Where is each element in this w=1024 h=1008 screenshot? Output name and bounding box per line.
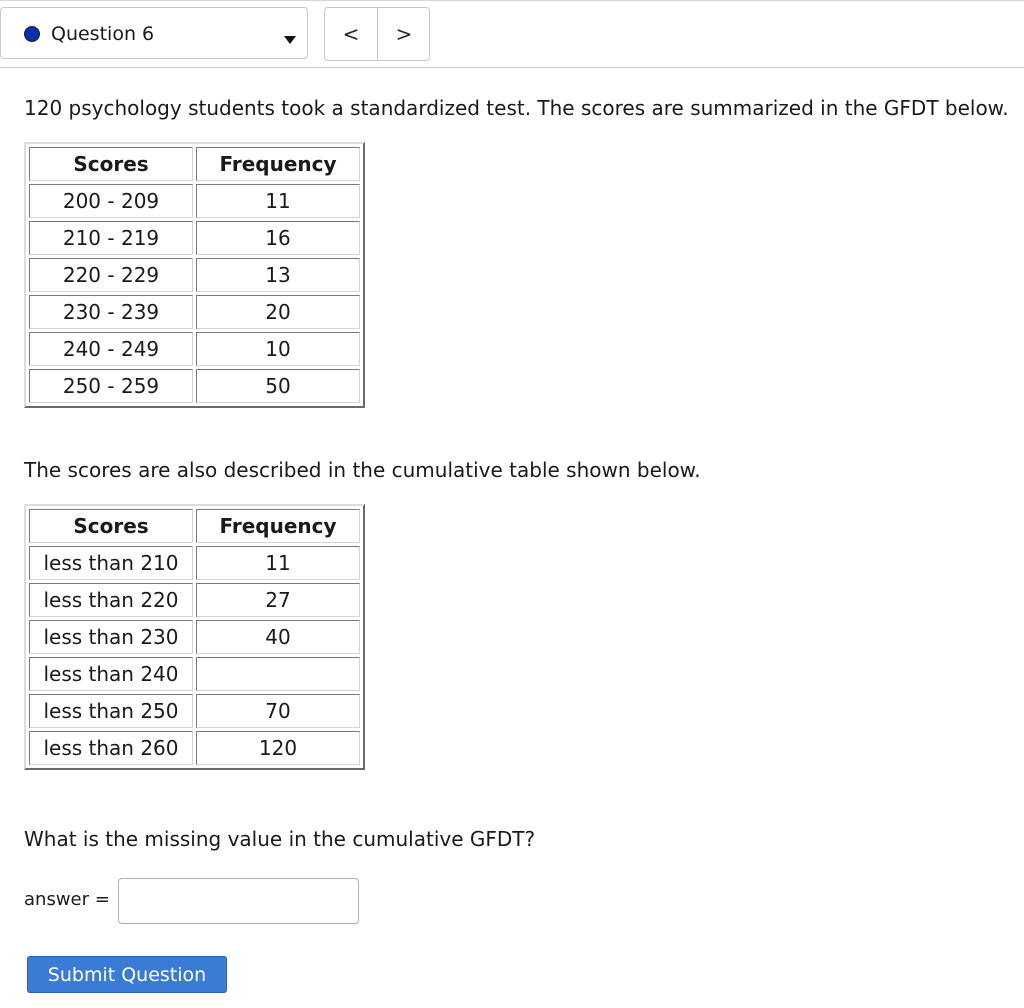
- table-row: [29, 620, 360, 654]
- missing-frequency-cell: [196, 657, 360, 691]
- column-header-scores: Scores: [29, 147, 193, 181]
- table-row: [29, 657, 360, 691]
- table-row: [29, 546, 360, 580]
- cumulative-frequency-cell: 11: [196, 546, 360, 580]
- cumulative-table: [24, 504, 365, 770]
- question-selector[interactable]: [0, 7, 308, 59]
- column-header-frequency: Frequency: [196, 147, 360, 181]
- score-cell: less than 230: [29, 620, 193, 654]
- table-row: [29, 583, 360, 617]
- frequency-cell: 11: [196, 184, 360, 218]
- previous-question-button[interactable]: <: [342, 22, 360, 46]
- frequency-cell: 20: [196, 295, 360, 329]
- column-header-frequency: Frequency: [196, 509, 360, 543]
- question-navigation: [324, 7, 430, 61]
- table-row: [29, 332, 360, 366]
- submit-question-button[interactable]: Submit Question: [27, 956, 227, 993]
- table-row: [29, 295, 360, 329]
- cumulative-intro-text: The scores are also described in the cumulative table shown below.: [24, 458, 701, 482]
- next-question-button[interactable]: >: [377, 8, 430, 60]
- question-label: Question 6: [51, 23, 155, 45]
- answer-label: answer =: [24, 889, 110, 910]
- score-cell: 220 - 229: [29, 258, 193, 292]
- score-cell: 210 - 219: [29, 221, 193, 255]
- cumulative-frequency-cell: 70: [196, 694, 360, 728]
- frequency-cell: 16: [196, 221, 360, 255]
- score-cell: less than 250: [29, 694, 193, 728]
- answer-input[interactable]: [118, 878, 359, 924]
- frequency-cell: 50: [196, 369, 360, 403]
- table-row: [29, 731, 360, 765]
- table-row: [29, 694, 360, 728]
- top-divider: [0, 0, 1024, 1]
- score-cell: less than 260: [29, 731, 193, 765]
- frequency-cell: 10: [196, 332, 360, 366]
- header-divider: [0, 67, 1024, 68]
- score-cell: less than 240: [29, 657, 193, 691]
- dropdown-caret-icon: [284, 36, 296, 44]
- question-text: What is the missing value in the cumulative GFDT?: [24, 827, 536, 851]
- score-cell: 250 - 259: [29, 369, 193, 403]
- table-row: [29, 258, 360, 292]
- score-cell: less than 220: [29, 583, 193, 617]
- score-cell: 200 - 209: [29, 184, 193, 218]
- cumulative-frequency-cell: 120: [196, 731, 360, 765]
- score-cell: 230 - 239: [29, 295, 193, 329]
- cumulative-frequency-cell: 40: [196, 620, 360, 654]
- table-row: [29, 221, 360, 255]
- table-header-row: [29, 147, 360, 181]
- column-header-scores: Scores: [29, 509, 193, 543]
- frequency-cell: 13: [196, 258, 360, 292]
- question-status-icon: [24, 26, 40, 42]
- score-cell: 240 - 249: [29, 332, 193, 366]
- gfdt-table: [24, 142, 365, 408]
- intro-text: 120 psychology students took a standardized test. The scores are summarized in the GFDT below.: [24, 96, 1009, 120]
- cumulative-frequency-cell: 27: [196, 583, 360, 617]
- table-row: [29, 369, 360, 403]
- score-cell: less than 210: [29, 546, 193, 580]
- table-row: [29, 184, 360, 218]
- table-header-row: [29, 509, 360, 543]
